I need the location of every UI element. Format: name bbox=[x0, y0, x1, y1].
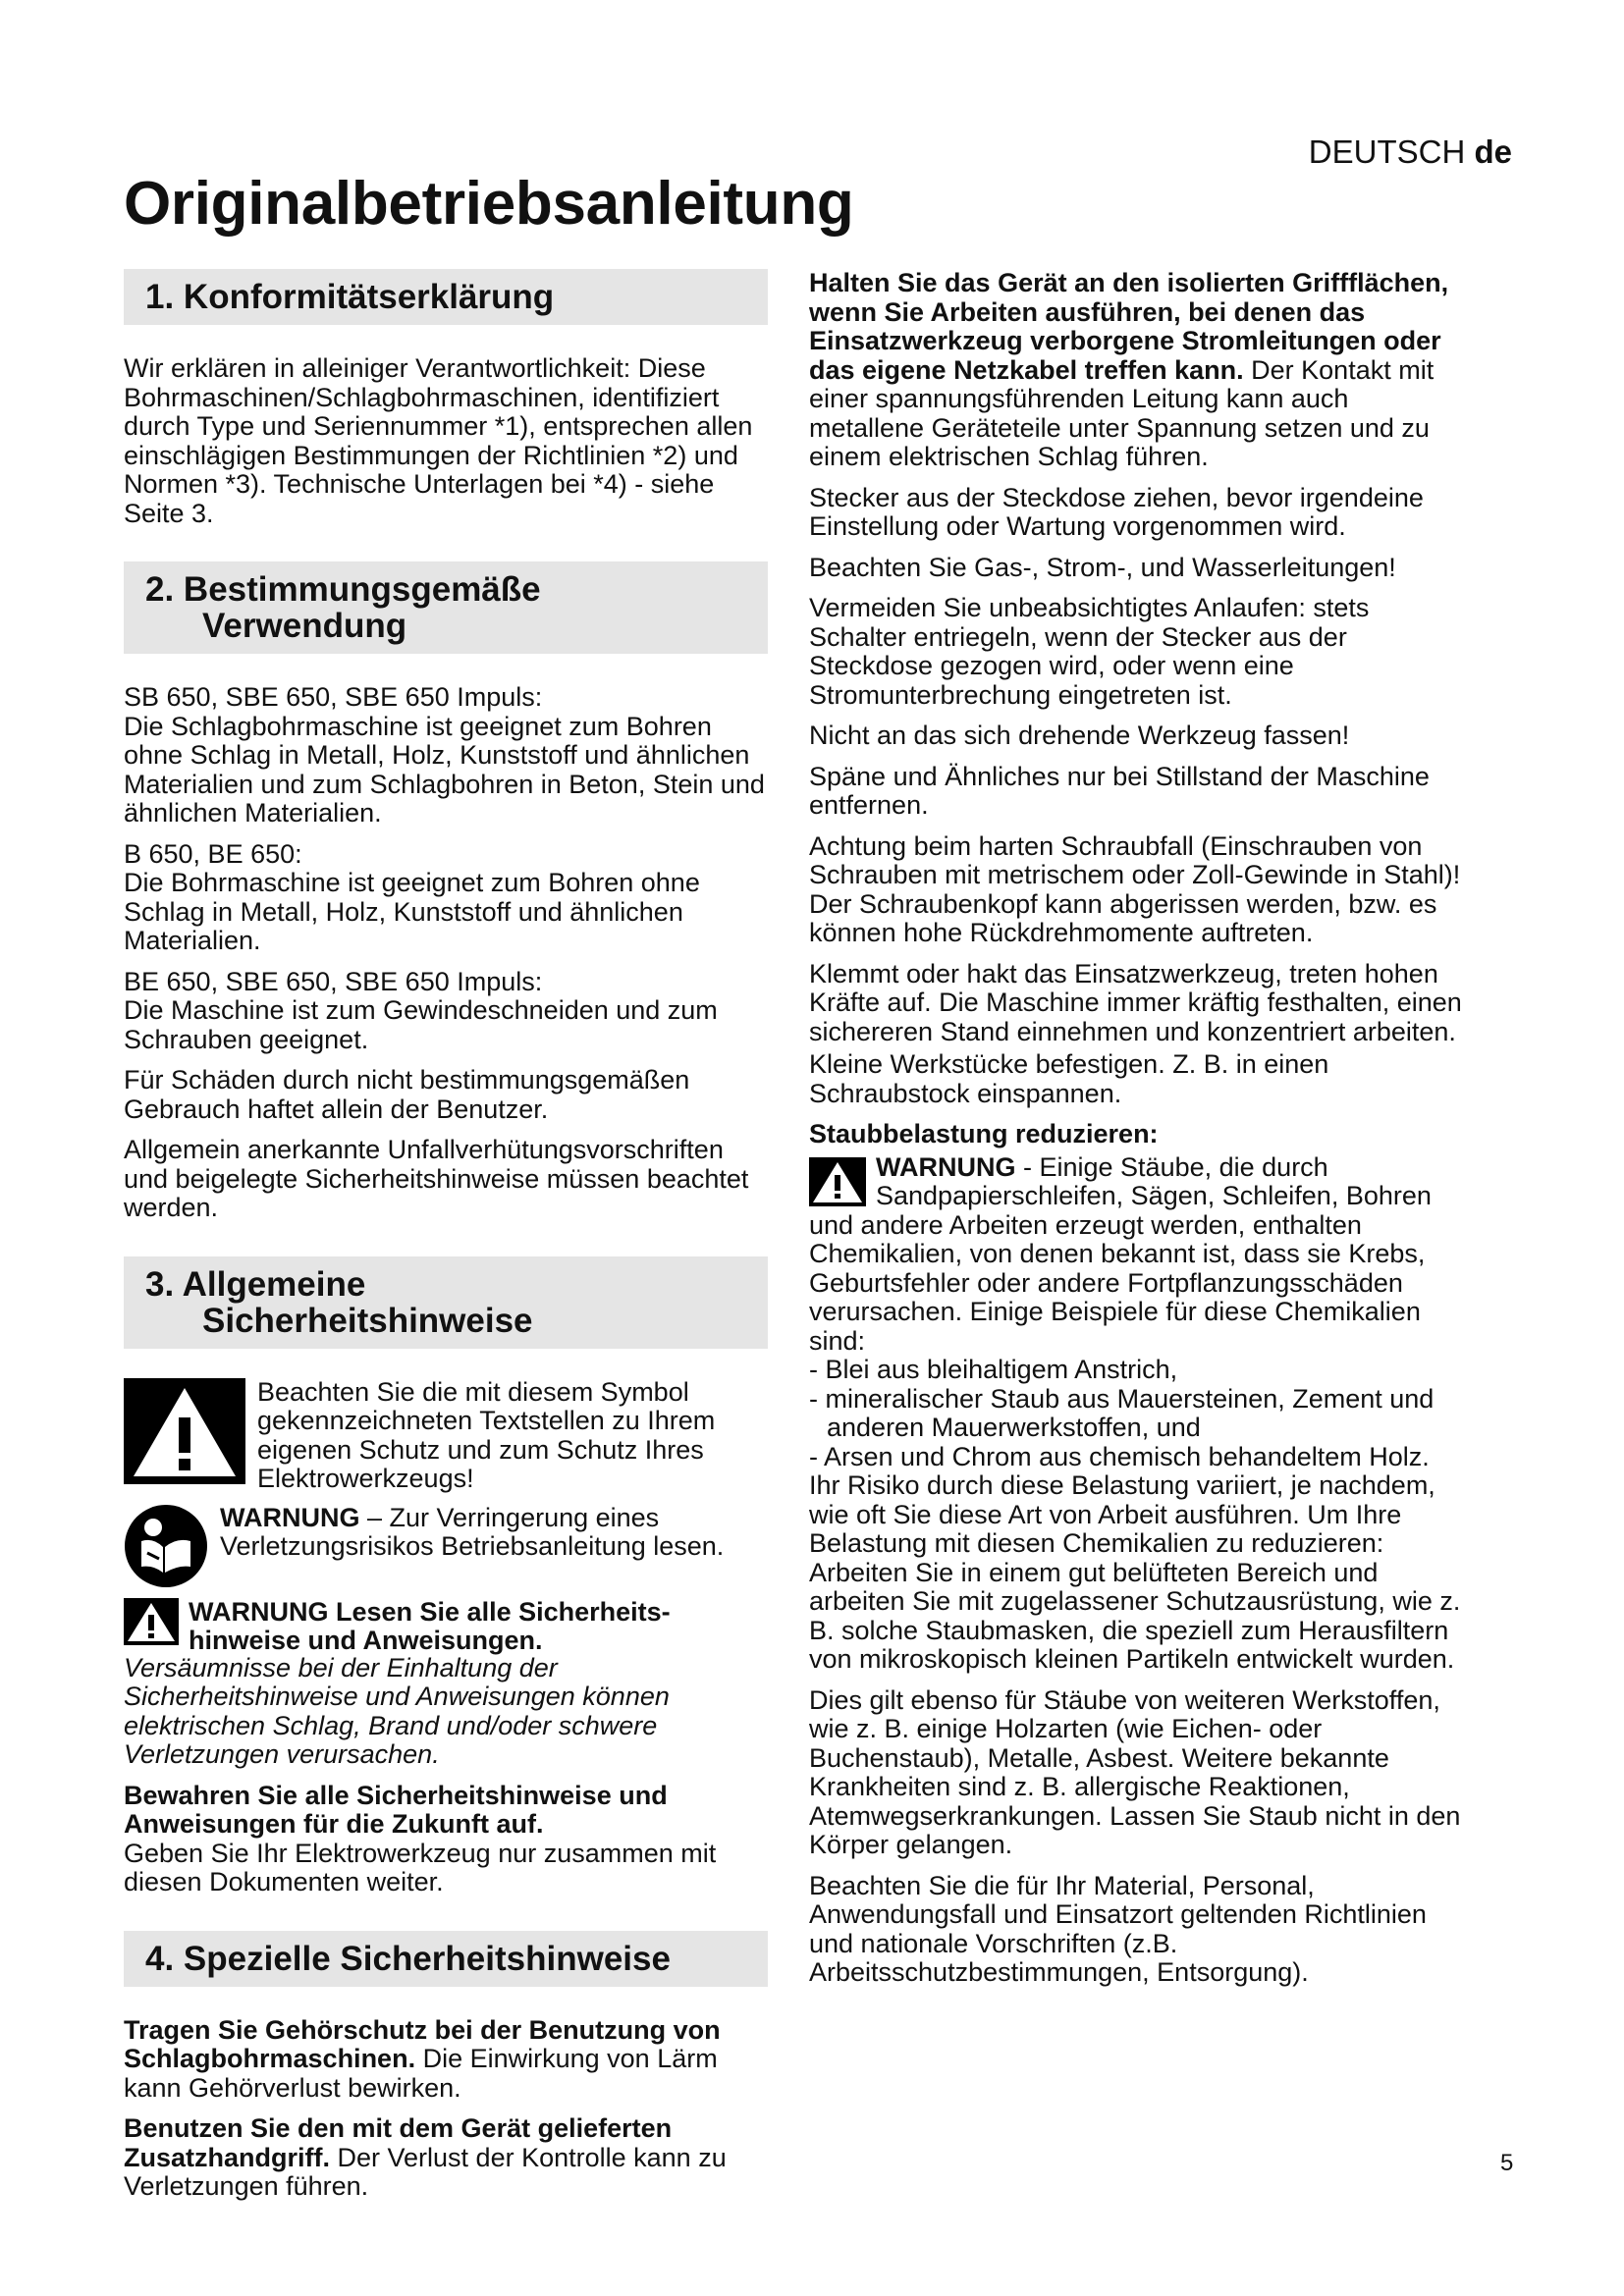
section-2-paragraph-2 bbox=[124, 840, 768, 956]
section-1-text: Wir erklären in alleiniger Verantwortlichkeit: Diese Bohrmaschinen/Schlagbohrmaschinen, identifiziert durch Type und Seriennummer *1), entsprechen allen einschlägigen Bestimmungen der Richtlinien *2) und Normen *3). Technische Unterlagen bei *4) - siehe Seite 3. bbox=[124, 353, 753, 528]
warning-triangle-icon bbox=[124, 1378, 245, 1484]
section-2-paragraph-4: Für Schäden durch nicht bestimmungsgemäßen Gebrauch haftet allein der Benutzer. bbox=[124, 1065, 690, 1124]
list-item: - mineralischer Staub aus Mauersteinen, Zement und anderen Mauerwerkstoffen, und bbox=[809, 1383, 1435, 1442]
language-label bbox=[1309, 133, 1512, 171]
warning-label: WARNUNG bbox=[876, 1151, 1016, 1182]
section-3-heading-line1: 3. Allgemeine bbox=[145, 1264, 366, 1304]
models-label: BE 650, SBE 650, SBE 650 Impuls: bbox=[124, 966, 543, 996]
paragraph-text: Die Schlagbohrmaschine ist geeignet zum Bohren ohne Schlag in Metall, Holz, Kunststoff und ähnlichen Materialien und zum Schlagbohren in Beton, Stein und ähnlichen Materialien. bbox=[124, 711, 765, 828]
right-paragraph-12: Beachten Sie die für Ihr Material, Personal, Anwendungsfall und Einsatzort geltenden Richtlinien und nationale Vorschriften (z.B. Arbeitsschutzbestimmungen, Entsorgung). bbox=[809, 1870, 1427, 1987]
warning-label: WARNUNG bbox=[220, 1502, 360, 1532]
read-warning-text: Versäumnisse bei der Einhaltung der Sicherheitshinweise und Anweisungen können elektrischen Schlag, Brand und/oder schwere Verletzungen verursachen. bbox=[124, 1652, 670, 1769]
symbol-note-text: Beachten Sie die mit diesem Symbol gekennzeichneten Textstellen zu Ihrem eigenen Schutz und zum Schutz Ihres Elektrowerkzeugs! bbox=[257, 1376, 716, 1493]
page-number: 5 bbox=[1500, 2150, 1514, 2176]
section-2-paragraph-5: Allgemein anerkannte Unfallverhütungsvorschriften und beigelegte Sicherheitshinweise müssen beachtet werden. bbox=[124, 1135, 749, 1222]
paragraph-text: Der Kontakt mit einer spannungsführenden Leitung kann auch metallene Geräteteile unter Spannung setzen und zu einem elektrischen Schlag führen. bbox=[809, 354, 1435, 471]
right-paragraph-11: Dies gilt ebenso für Stäube von weiteren Werkstoffen, wie z. B. einige Holzarten (wie Eichen- oder Buchenstaub), Metalle, Asbest. Weitere bekannte Krankheiten sind z. B. allergische Reaktionen, Atemwegserkrankungen. Lassen Sie Staub nicht in den Körper gelangen. bbox=[809, 1684, 1461, 1859]
section-2-paragraph-1 bbox=[124, 683, 768, 828]
chemicals-list bbox=[809, 1356, 1465, 1471]
read-warning-heading: WARNUNG Lesen Sie alle Sicherheits-hinweise und Anweisungen. bbox=[189, 1596, 671, 1655]
language-name: DEUTSCH bbox=[1308, 133, 1466, 170]
models-label: B 650, BE 650: bbox=[124, 838, 302, 869]
paragraph-text: Die Maschine ist zum Gewindeschneiden und zum Schrauben geeignet. bbox=[124, 995, 718, 1054]
section-2-heading bbox=[124, 561, 768, 654]
symbol-note bbox=[124, 1378, 768, 1494]
section-2-paragraph-3 bbox=[124, 968, 768, 1055]
paragraph-text: Die Bohrmaschine ist geeignet zum Bohren ohne Schlag in Metall, Holz, Kunststoff und ähnlichen Materialien. bbox=[124, 868, 700, 955]
dust-heading: Staubbelastung reduzieren: bbox=[809, 1119, 1159, 1148]
warning-text: – Zur Verringerung eines Verletzungsrisikos Betriebsanleitung lesen. bbox=[220, 1502, 725, 1561]
section-4-paragraph-1 bbox=[124, 2016, 768, 2104]
right-paragraph-8: Klemmt oder hakt das Einsatzwerkzeug, treten hohen Kräfte auf. Die Maschine immer kräftig festhalten, einen sichereren Stand einnehmen und konzentriert arbeiten. bbox=[809, 958, 1462, 1046]
keep-instructions-bold: Bewahren Sie alle Sicherheitshinweise und Anweisungen für die Zukunft auf. bbox=[124, 1780, 668, 1839]
right-paragraph-4: Vermeiden Sie unbeabsichtigtes Anlaufen: stets Schalter entriegeln, wenn der Stecker aus der Steckdose gezogen wird, oder wenn eine Stromunterbrechung eingetreten ist. bbox=[809, 593, 1370, 710]
page-title: Originalbetriebsanleitung bbox=[124, 170, 854, 238]
paragraph-text: Die Einwirkung von Lärm kann Gehörverlust bewirken. bbox=[124, 2044, 718, 2103]
warning-triangle-icon bbox=[809, 1157, 866, 1206]
manual-warning bbox=[124, 1504, 768, 1588]
keep-instructions-text: Geben Sie Ihr Elektrowerkzeug nur zusammen mit diesen Dokumenten weiter. bbox=[124, 1838, 717, 1896]
right-paragraph-5: Nicht an das sich drehende Werkzeug fassen! bbox=[809, 721, 1350, 750]
right-paragraph-10: Ihr Risiko durch diese Belastung variiert, je nachdem, wie oft Sie diese Art von Arbeit ausführen. Um Ihre Belastung mit diesen Chemikalien zu reduzieren: Arbeiten Sie in einem gut belüfteten Bereich und arbeiten Sie mit zugelassener Schutzausrüstung, wie z. B. solche Staubmasken, die speziell zum Herausfiltern von mikroskopisch kleinen Partikeln entwickelt wurden. bbox=[809, 1470, 1461, 1674]
bold-lead: Benutzen Sie den mit dem Gerät gelieferten Zusatzhandgriff. bbox=[124, 2113, 673, 2172]
warning-triangle-icon bbox=[124, 1598, 179, 1645]
language-code: de bbox=[1474, 133, 1512, 170]
right-paragraph-3: Beachten Sie Gas-, Strom-, und Wasserleitungen! bbox=[809, 552, 1396, 582]
read-manual-icon bbox=[124, 1504, 208, 1588]
manual-warning-text bbox=[220, 1504, 768, 1562]
section-2-heading-line2: Verwendung bbox=[202, 607, 407, 645]
dust-warning-text: - Einige Stäube, die durch Sandpapierschleifen, Sägen, Schleifen, Bohren und andere Arbeiten erzeugt werden, enthalten Chemikalien, von denen bekannt ist, dass sie Krebs, Geburtsfehler oder andere Fortpflanzungsschäden verursachen. Einige Beispiele für diese Chemikalien sind: bbox=[809, 1151, 1432, 1356]
right-paragraph-2: Stecker aus der Steckdose ziehen, bevor irgendeine Einstellung oder Wartung vorgenommen wird. bbox=[809, 482, 1424, 541]
dust-warning bbox=[809, 1153, 1465, 1357]
section-3-heading bbox=[124, 1256, 768, 1349]
keep-instructions bbox=[124, 1782, 768, 1897]
section-4-paragraph-2 bbox=[124, 2114, 768, 2202]
right-paragraph-9: Kleine Werkstücke befestigen. Z. B. in einen Schraubstock einspannen. bbox=[809, 1049, 1329, 1108]
section-4-heading: 4. Spezielle Sicherheitshinweise bbox=[124, 1931, 768, 1987]
read-instructions-warning bbox=[124, 1598, 768, 1656]
right-paragraph-6: Späne und Ähnliches nur bei Stillstand der Maschine entfernen. bbox=[809, 761, 1430, 820]
list-item: - Blei aus bleihaltigem Anstrich, bbox=[809, 1355, 1178, 1384]
paragraph-text: Der Verlust der Kontrolle kann zu Verletzungen führen. bbox=[124, 2142, 727, 2201]
bold-lead: Tragen Sie Gehörschutz bei der Benutzung von Schlagbohrmaschinen. bbox=[124, 2014, 721, 2073]
right-paragraph-1 bbox=[809, 269, 1465, 472]
right-paragraph-7: Achtung beim harten Schraubfall (Einschrauben von Schrauben mit metrischem oder Zoll-Gewinde in Stahl)! Der Schraubenkopf kann abgerissen werden, bzw. es können hohe Rückdrehmomente auftreten. bbox=[809, 830, 1461, 947]
list-item: - Arsen und Chrom aus chemisch behandeltem Holz. bbox=[809, 1441, 1430, 1471]
right-column bbox=[809, 269, 1465, 2000]
bold-lead: Halten Sie das Gerät an den isolierten Griffflächen, wenn Sie Arbeiten ausführen, bei denen das Einsatzwerkzeug verborgene Stromleitungen oder das eigene Netzkabel treffen kann. bbox=[809, 268, 1449, 385]
section-3-heading-line2: Sicherheitshinweise bbox=[202, 1301, 533, 1340]
section-1-heading: 1. Konformitätserklärung bbox=[124, 269, 768, 325]
left-column bbox=[124, 269, 768, 2214]
models-label: SB 650, SBE 650, SBE 650 Impuls: bbox=[124, 682, 543, 712]
section-2-heading-line1: 2. Bestimmungsgemäße bbox=[145, 570, 541, 609]
